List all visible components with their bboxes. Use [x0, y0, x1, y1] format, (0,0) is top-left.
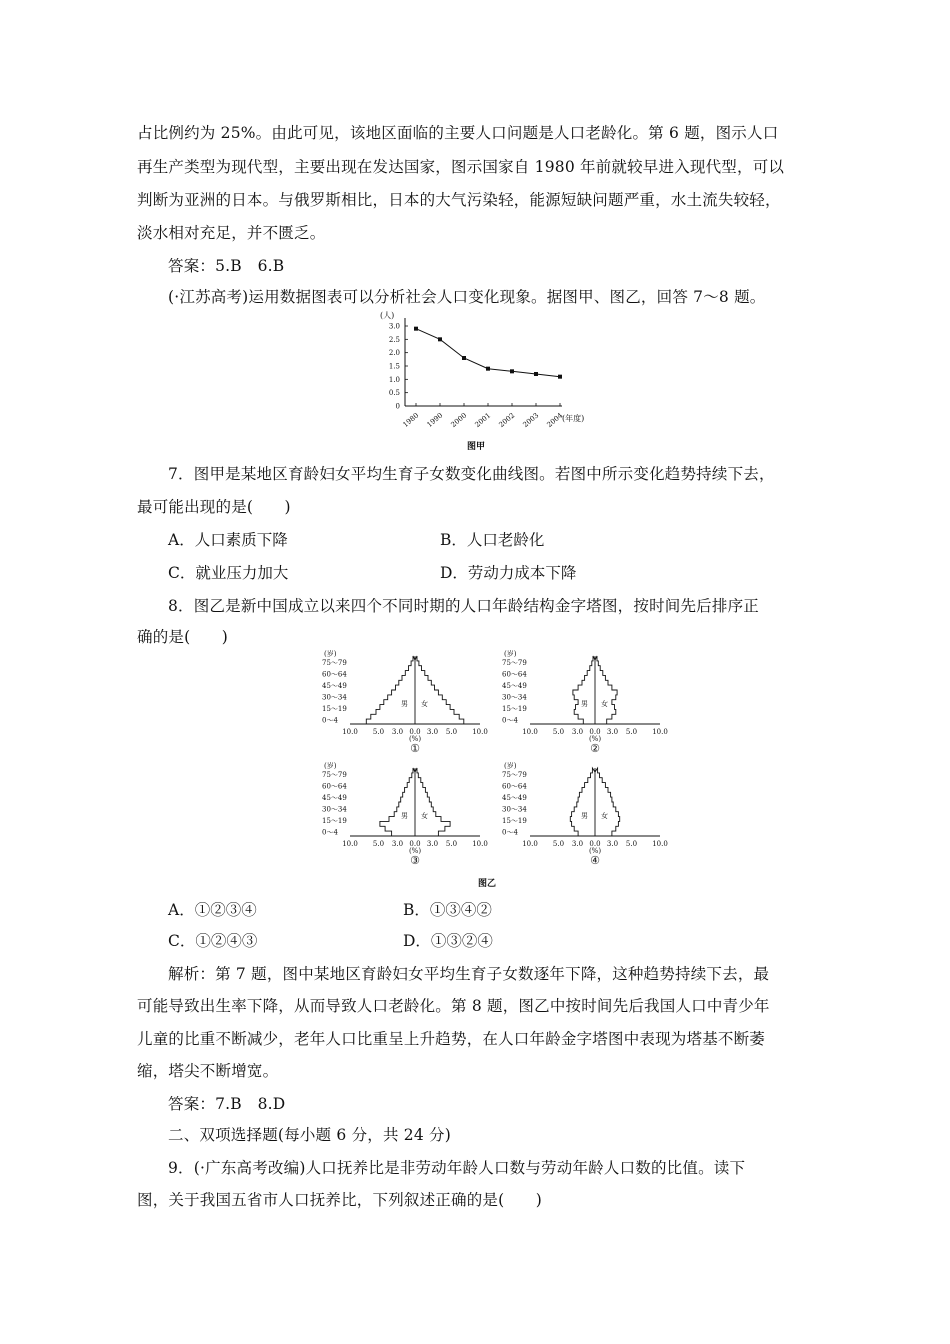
pyramids-caption: 图乙: [478, 879, 497, 889]
age-label: 30～34: [502, 805, 527, 814]
y-tick-label: 2.5: [388, 335, 400, 344]
para-line-1: 占比例约为 25%。由此可见，该地区面临的主要人口问题是人口老龄化。第 6 题，图示人口: [137, 124, 779, 142]
section-heading: 二、双项选择题(每小题 6 分，共 24 分): [168, 1126, 451, 1144]
female-outline: [415, 656, 464, 724]
age-unit: (岁): [324, 762, 337, 770]
female-outline: [595, 656, 617, 724]
age-label: 0～4: [322, 828, 338, 837]
pyramid-x-tick: 0.0: [589, 840, 601, 848]
pyramid-number-label: ④: [590, 854, 600, 867]
pyramid-x-tick: 10.0: [472, 728, 488, 736]
x-tick-label: 2002: [497, 411, 517, 429]
age-label: 30～34: [322, 693, 347, 702]
y-tick-label: 1.5: [388, 362, 400, 371]
y-axis-unit: (人): [380, 311, 395, 320]
male-label: 男: [401, 812, 408, 820]
male-outline: [570, 768, 595, 836]
para-line-2: 再生产类型为现代型，主要出现在发达国家，图示国家自 1980 年前就较早进入现代型，可以: [137, 158, 785, 176]
q8-line-1: 8．图乙是新中国成立以来四个不同时期的人口年龄结构金字塔图，按时间先后排序正: [168, 597, 759, 615]
male-outline: [573, 656, 595, 724]
age-label: 45～49: [502, 794, 527, 802]
pyramid-x-tick: 3.0: [571, 728, 584, 736]
data-point: [558, 375, 562, 379]
female-label: 女: [421, 700, 428, 708]
para-line-4: 淡水相对充足，并不匮乏。: [137, 224, 326, 242]
x-axis-unit: (年度): [562, 414, 585, 423]
male-label: 男: [581, 812, 588, 820]
female-outline: [415, 768, 450, 836]
q8-option-a: A．①②③④: [168, 901, 257, 919]
pyramid-x-tick: 0.0: [409, 840, 421, 848]
chart-caption: 图甲: [467, 442, 486, 452]
pyramid-x-unit: (%): [588, 847, 602, 855]
age-label: 75～79: [502, 659, 527, 667]
y-tick-label: 0.5: [388, 389, 400, 398]
pyramid-x-tick: 3.0: [391, 728, 404, 736]
pyramid-x-tick: 3.0: [426, 728, 439, 736]
male-outline: [380, 768, 415, 836]
q7-option-b: B．人口老龄化: [440, 531, 545, 549]
male-outline: [366, 656, 415, 724]
age-label: 30～34: [502, 693, 527, 702]
x-tick-label: 2004: [545, 411, 565, 429]
x-tick-label: 2000: [449, 411, 469, 429]
y-tick-label: 0: [395, 402, 400, 411]
pyramid-x-tick: 10.0: [342, 728, 358, 736]
pyramid-x-tick: 5.0: [445, 728, 458, 736]
pyramid-panel: [322, 649, 488, 755]
q7-option-c: C．就业压力加大: [168, 564, 289, 582]
pyramid-number-label: ③: [410, 854, 420, 867]
q8-option-b: B．①③④②: [403, 901, 492, 919]
pyramid-x-tick: 0.0: [409, 728, 421, 736]
pyramid-x-unit: (%): [408, 735, 422, 743]
age-label: 60～64: [502, 782, 527, 791]
pyramid-x-tick: 10.0: [652, 728, 668, 736]
data-point: [510, 369, 514, 373]
analysis-line-4: 缩，塔尖不断增宽。: [137, 1062, 279, 1080]
age-label: 45～49: [502, 682, 527, 690]
question-intro: (·江苏高考)运用数据图表可以分析社会人口变化现象。据图甲、图乙，回答 7～8 题。: [168, 288, 766, 306]
pyramid-x-tick: 5.0: [552, 728, 565, 736]
pyramid-x-tick: 0.0: [589, 728, 601, 736]
y-tick-label: 3.0: [388, 322, 400, 331]
pyramid-x-unit: (%): [408, 847, 422, 855]
age-label: 75～79: [502, 771, 527, 779]
age-label: 60～64: [322, 670, 347, 679]
pyramid-x-tick: 5.0: [625, 840, 638, 848]
female-label: 女: [421, 812, 428, 820]
pyramid-x-tick: 10.0: [472, 840, 488, 848]
age-label: 45～49: [322, 794, 347, 802]
age-label: 30～34: [322, 805, 347, 814]
figure-yi-population-pyramids: [318, 648, 668, 892]
analysis-line-2: 可能导致出生率下降，从而导致人口老龄化。第 8 题，图乙中按时间先后我国人口中青少年: [137, 997, 770, 1015]
age-label: 60～64: [502, 670, 527, 679]
female-label: 女: [601, 700, 608, 708]
pyramid-x-tick: 5.0: [372, 840, 385, 848]
data-point: [414, 327, 418, 331]
pyramid-x-tick: 5.0: [372, 728, 385, 736]
para-line-3: 判断为亚洲的日本。与俄罗斯相比，日本的大气污染轻，能源短缺问题严重，水土流失较轻，: [137, 191, 781, 209]
q7-line-2: 最可能出现的是( ): [137, 498, 291, 516]
analysis-line-1: 解析：第 7 题，图中某地区育龄妇女平均生育子女数逐年下降，这种趋势持续下去，最: [168, 965, 770, 983]
age-label: 15～19: [502, 817, 527, 825]
female-label: 女: [601, 812, 608, 820]
figure-jia-line-chart: [372, 308, 612, 456]
age-label: 0～4: [322, 716, 338, 725]
pyramid-number-label: ②: [590, 742, 600, 755]
pyramid-x-tick: 10.0: [522, 840, 538, 848]
age-unit: (岁): [504, 650, 517, 658]
age-label: 15～19: [322, 817, 347, 825]
q7-line-1: 7．图甲是某地区育龄妇女平均生育子女数变化曲线图。若图中所示变化趋势持续下去，: [168, 465, 775, 483]
q9-line-2: 图，关于我国五省市人口抚养比，下列叙述正确的是( ): [137, 1191, 542, 1209]
pyramid-x-tick: 5.0: [445, 840, 458, 848]
female-outline: [595, 768, 620, 836]
male-label: 男: [581, 700, 588, 708]
y-tick-label: 2.0: [388, 349, 400, 358]
age-label: 75～79: [322, 659, 347, 667]
age-label: 60～64: [322, 782, 347, 791]
age-label: 45～49: [322, 682, 347, 690]
pyramid-x-unit: (%): [588, 735, 602, 743]
age-label: 15～19: [322, 705, 347, 713]
pyramid-x-tick: 5.0: [552, 840, 565, 848]
answer-7-8: 答案：7.B 8.D: [168, 1095, 286, 1113]
pyramid-x-tick: 10.0: [652, 840, 668, 848]
q7-option-a: A．人口素质下降: [168, 531, 288, 549]
pyramid-x-tick: 10.0: [522, 728, 538, 736]
data-point: [438, 337, 442, 341]
x-tick-label: 1980: [401, 411, 421, 429]
pyramid-x-tick: 10.0: [342, 840, 358, 848]
y-tick-label: 1.0: [388, 375, 400, 384]
x-tick-label: 1990: [425, 411, 445, 429]
pyramid-x-tick: 3.0: [391, 840, 404, 848]
q8-line-2: 确的是( ): [137, 628, 228, 646]
pyramid-panel: [322, 761, 488, 867]
x-tick-label: 2003: [521, 411, 541, 429]
pyramid-x-tick: 3.0: [426, 840, 439, 848]
age-label: 15～19: [502, 705, 527, 713]
age-unit: (岁): [504, 762, 517, 770]
pyramid-panel: [502, 761, 668, 867]
analysis-line-3: 儿童的比重不断减少，老年人口比重呈上升趋势，在人口年龄金字塔图中表现为塔基不断萎: [137, 1030, 766, 1048]
age-label: 0～4: [502, 716, 518, 725]
age-label: 0～4: [502, 828, 518, 837]
q7-option-d: D．劳动力成本下降: [440, 564, 577, 582]
age-label: 75～79: [322, 771, 347, 779]
pyramid-x-tick: 3.0: [606, 840, 619, 848]
answer-5-6: 答案：5.B 6.B: [168, 257, 285, 275]
data-point: [462, 356, 466, 360]
x-tick-label: 2001: [473, 411, 493, 429]
q9-line-1: 9．(·广东高考改编)人口抚养比是非劳动年龄人口数与劳动年龄人口数的比值。读下: [168, 1159, 746, 1177]
data-point: [486, 367, 490, 371]
pyramid-x-tick: 5.0: [625, 728, 638, 736]
pyramid-x-tick: 3.0: [571, 840, 584, 848]
q8-option-d: D．①③②④: [403, 932, 493, 950]
age-unit: (岁): [324, 650, 337, 658]
q8-option-c: C．①②④③: [168, 932, 258, 950]
pyramid-panel: [502, 649, 668, 755]
data-point: [534, 372, 538, 376]
male-label: 男: [401, 700, 408, 708]
pyramid-x-tick: 3.0: [606, 728, 619, 736]
pyramid-number-label: ①: [410, 742, 420, 755]
